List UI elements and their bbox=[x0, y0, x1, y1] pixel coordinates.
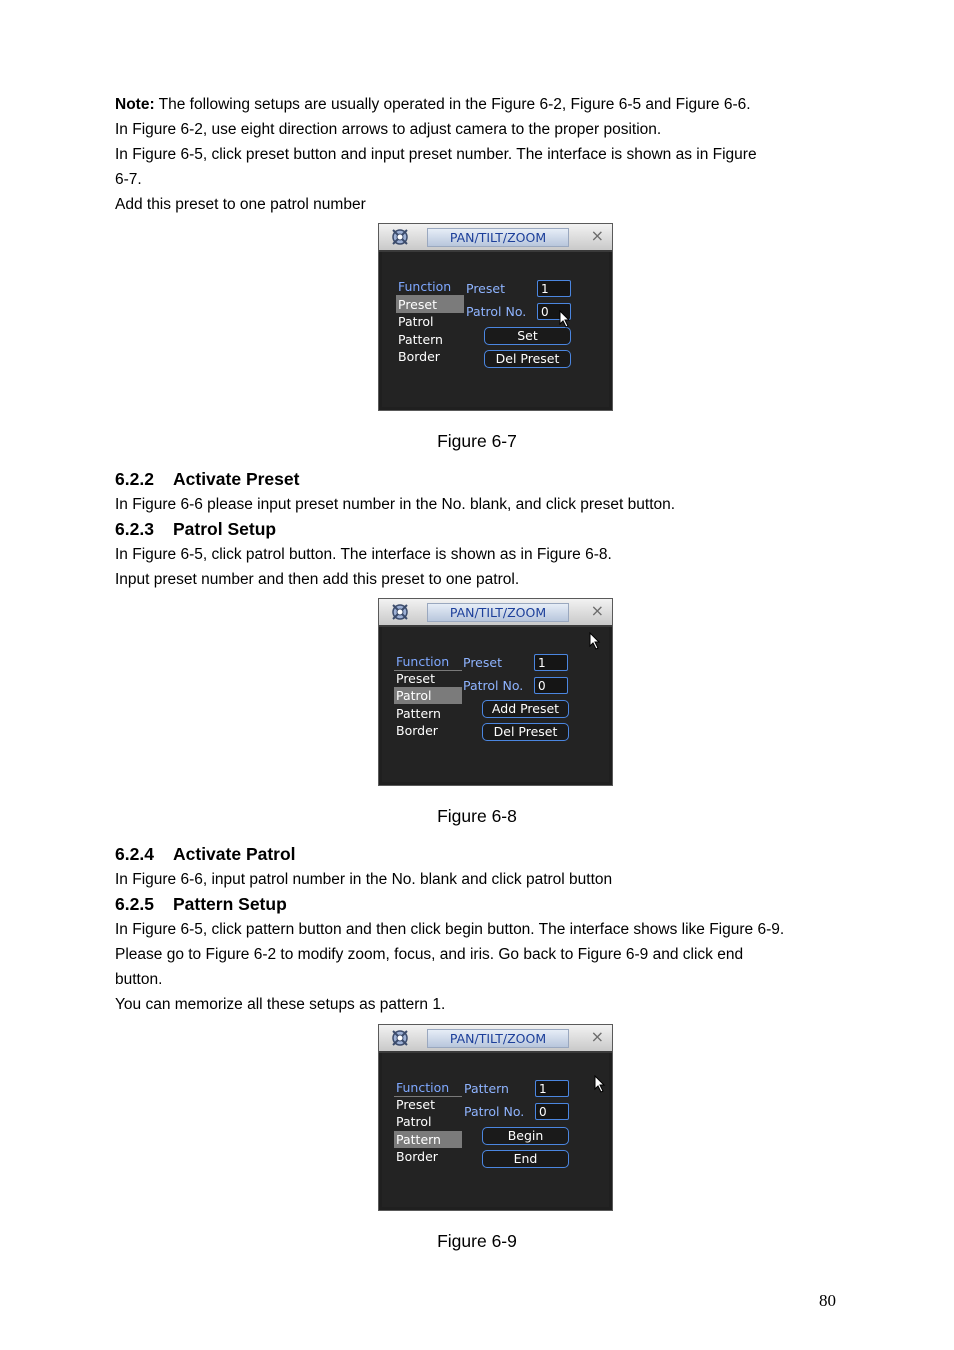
patrol-no-input[interactable]: 0 bbox=[534, 677, 568, 694]
function-item-preset[interactable]: Preset bbox=[396, 296, 464, 313]
dialog-titlebar bbox=[379, 224, 612, 252]
section-text: In Figure 6-6 please input preset number in the No. blank, and click preset button. bbox=[115, 496, 676, 513]
function-header: Function bbox=[394, 1079, 462, 1097]
close-icon[interactable]: × bbox=[590, 1027, 604, 1046]
patrol-no-input[interactable]: 0 bbox=[535, 1103, 569, 1120]
function-item-patrol[interactable]: Patrol bbox=[398, 314, 434, 329]
section-title: Activate Preset bbox=[173, 469, 300, 489]
ptz-dialog-patrol bbox=[378, 598, 613, 786]
section-text: button. bbox=[115, 971, 163, 988]
mouse-cursor-icon bbox=[559, 310, 571, 328]
pattern-label: Pattern bbox=[464, 1081, 509, 1096]
camera-logo-icon bbox=[389, 1028, 411, 1048]
intro-line: Add this preset to one patrol number bbox=[115, 196, 366, 213]
dialog-body bbox=[382, 627, 609, 782]
function-item-border[interactable]: Border bbox=[396, 1149, 438, 1164]
intro-line: In Figure 6-2, use eight direction arrows to adjust camera to the proper position. bbox=[115, 121, 662, 138]
section-title: Pattern Setup bbox=[173, 894, 287, 914]
function-item-pattern[interactable]: Pattern bbox=[398, 332, 443, 347]
intro-line: In Figure 6-5, click preset button and input preset number. The interface is shown as in Figure bbox=[115, 146, 757, 163]
section-text: Please go to Figure 6-2 to modify zoom, focus, and iris. Go back to Figure 6-9 and click end bbox=[115, 946, 744, 963]
close-icon[interactable]: × bbox=[590, 226, 604, 245]
section-text: In Figure 6-5, click pattern button and then click begin button. The interface shows like Figure 6-9. bbox=[115, 921, 785, 938]
note-paragraph bbox=[115, 95, 751, 115]
figure-caption: Figure 6-8 bbox=[437, 806, 517, 826]
function-item-border[interactable]: Border bbox=[398, 349, 440, 364]
section-text: Input preset number and then add this preset to one patrol. bbox=[115, 571, 520, 588]
section-title: Patrol Setup bbox=[173, 519, 277, 539]
dialog-body bbox=[382, 1053, 609, 1207]
del-preset-button[interactable]: Del Preset bbox=[484, 350, 571, 368]
section-heading-6-2-2 bbox=[115, 468, 299, 490]
ptz-dialog-pattern bbox=[378, 1024, 613, 1211]
begin-button[interactable]: Begin bbox=[482, 1127, 569, 1145]
dialog-body bbox=[382, 252, 609, 407]
preset-label: Preset bbox=[463, 655, 502, 670]
section-text: You can memorize all these setups as pattern 1. bbox=[115, 996, 446, 1013]
section-number: 6.2.4 bbox=[115, 844, 154, 864]
function-header: Function bbox=[396, 278, 464, 296]
section-heading-6-2-3 bbox=[115, 518, 276, 540]
dialog-title: PAN/TILT/ZOOM bbox=[427, 603, 569, 622]
ptz-dialog-preset bbox=[378, 223, 613, 411]
dialog-titlebar bbox=[379, 599, 612, 627]
mouse-cursor-icon bbox=[594, 1075, 606, 1093]
section-number: 6.2.3 bbox=[115, 519, 154, 539]
function-item-preset[interactable]: Preset bbox=[396, 1097, 435, 1112]
pattern-input[interactable]: 1 bbox=[535, 1080, 569, 1097]
section-title: Activate Patrol bbox=[173, 844, 296, 864]
function-header: Function bbox=[394, 653, 462, 671]
close-icon[interactable]: × bbox=[590, 601, 604, 620]
preset-input[interactable]: 1 bbox=[534, 654, 568, 671]
figure-caption: Figure 6-9 bbox=[437, 1231, 517, 1251]
section-text: In Figure 6-6, input patrol number in the No. blank and click patrol button bbox=[115, 871, 613, 888]
function-item-patrol[interactable]: Patrol bbox=[396, 1114, 432, 1129]
preset-input[interactable]: 1 bbox=[537, 280, 571, 297]
patrol-no-label: Patrol No. bbox=[464, 1104, 525, 1119]
add-preset-button[interactable]: Add Preset bbox=[482, 700, 569, 718]
function-item-pattern[interactable]: Pattern bbox=[396, 706, 441, 721]
section-text: In Figure 6-5, click patrol button. The interface is shown as in Figure 6-8. bbox=[115, 546, 612, 563]
patrol-no-label: Patrol No. bbox=[463, 678, 524, 693]
set-button[interactable]: Set bbox=[484, 327, 571, 345]
intro-line: 6-7. bbox=[115, 171, 142, 188]
section-number: 6.2.5 bbox=[115, 894, 154, 914]
page-number: 80 bbox=[819, 1291, 836, 1310]
note-text: The following setups are usually operated in the Figure 6-2, Figure 6-5 and Figure 6-6. bbox=[154, 96, 751, 113]
section-heading-6-2-4 bbox=[115, 843, 296, 865]
mouse-cursor-icon bbox=[589, 632, 601, 650]
function-item-pattern[interactable]: Pattern bbox=[394, 1131, 462, 1148]
function-item-border[interactable]: Border bbox=[396, 723, 438, 738]
note-label: Note: bbox=[115, 96, 155, 113]
del-preset-button[interactable]: Del Preset bbox=[482, 723, 569, 741]
function-item-preset[interactable]: Preset bbox=[396, 671, 435, 686]
dialog-titlebar bbox=[379, 1025, 612, 1053]
section-heading-6-2-5 bbox=[115, 893, 287, 915]
function-item-patrol[interactable]: Patrol bbox=[394, 687, 462, 704]
figure-caption: Figure 6-7 bbox=[437, 431, 517, 451]
camera-logo-icon bbox=[389, 602, 411, 622]
dialog-title: PAN/TILT/ZOOM bbox=[427, 1029, 569, 1048]
patrol-no-input[interactable]: 0 bbox=[537, 303, 571, 320]
dialog-title: PAN/TILT/ZOOM bbox=[427, 228, 569, 247]
section-number: 6.2.2 bbox=[115, 469, 154, 489]
camera-logo-icon bbox=[389, 227, 411, 247]
preset-label: Preset bbox=[466, 281, 505, 296]
patrol-no-label: Patrol No. bbox=[466, 304, 527, 319]
end-button[interactable]: End bbox=[482, 1150, 569, 1168]
